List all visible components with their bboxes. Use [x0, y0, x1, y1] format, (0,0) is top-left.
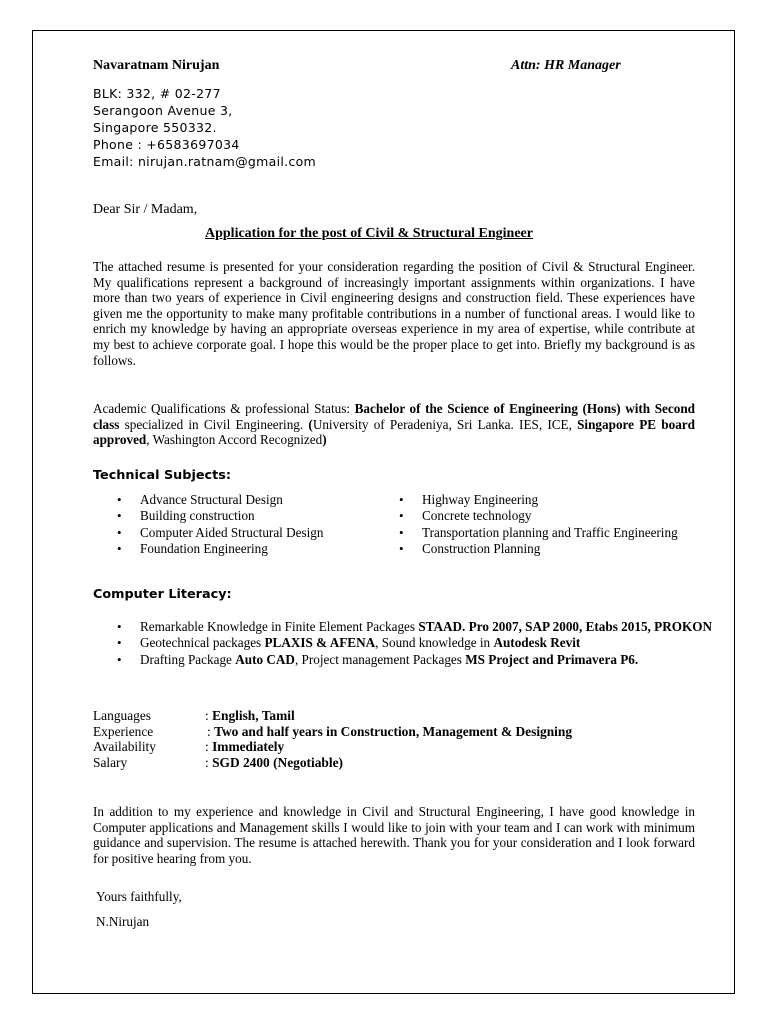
- list-item: [116, 619, 716, 635]
- info-value: [205, 708, 295, 724]
- list-item: • Highway Engineering: [398, 492, 718, 508]
- list-item: • Building construction: [116, 508, 386, 524]
- attention-line: Attn: HR Manager: [511, 58, 621, 73]
- info-key: Availability: [93, 739, 156, 755]
- info-key: Experience: [93, 723, 154, 739]
- revit: Autodesk Revit: [493, 635, 581, 651]
- info-sep: :: [205, 708, 213, 723]
- info-value: [205, 739, 284, 755]
- technical-subjects-left: [116, 492, 386, 557]
- subject-line: Application for the post of Civil & Structural Engineer: [205, 226, 533, 241]
- autocad: Auto CAD: [235, 651, 295, 667]
- academic-paragraph: [93, 401, 695, 448]
- academic-prefix: Academic Qualifications & professional Status:: [93, 401, 355, 416]
- fem-packages: STAAD. Pro 2007, SAP 2000, Etabs 2015, PROKON: [418, 619, 713, 634]
- list-item: • Foundation Engineering: [116, 541, 386, 557]
- list-item: • Computer Aided Structural Design: [116, 525, 386, 541]
- address-line: Serangoon Avenue 3,: [93, 103, 233, 118]
- list-item: • Transportation planning and Traffic Engineering: [398, 525, 718, 541]
- info-key: Languages: [93, 708, 152, 723]
- list-item: [116, 652, 716, 668]
- academic-paren-open: (: [308, 416, 313, 432]
- list-item: • Concrete technology: [398, 508, 718, 524]
- list-item: [116, 635, 716, 651]
- fem-text: Remarkable Knowledge in Finite Element Packages: [140, 619, 419, 634]
- academic-pe: Singapore PE board approved: [93, 416, 695, 448]
- info-key: Salary: [93, 755, 128, 771]
- technical-subjects-heading: Technical Subjects:: [93, 468, 231, 483]
- academic-university: University of Peradeniya, Sri Lanka. IES, ICE,: [312, 416, 578, 432]
- geo-packages: PLAXIS & AFENA: [264, 635, 376, 651]
- academic-paren-close: ): [322, 432, 327, 448]
- academic-accord: , Washington Accord Recognized: [146, 432, 323, 448]
- closing-paragraph: In addition to my experience and knowledge in Civil and Structural Engineering, I have good knowledge in Computer applications and Management skills I would like to join with your team and I can work with minimum guidance and supervision. The resume is attached herewith. Thank you for your consideration and I look forward for positive hearing from you.: [93, 804, 695, 866]
- pm-packages: MS Project and Primavera P6.: [465, 651, 639, 667]
- geo-text2: , Sound knowledge in: [375, 635, 494, 651]
- phone-line: Phone : +6583697034: [93, 137, 240, 152]
- info-sep: :: [207, 723, 215, 739]
- signature-name: N.Nirujan: [96, 914, 150, 929]
- info-value-text: SGD 2400 (Negotiable): [212, 755, 343, 771]
- email-line: Email: nirujan.ratnam@gmail.com: [93, 154, 316, 169]
- info-sep: :: [205, 755, 213, 771]
- salutation: Dear Sir / Madam,: [93, 202, 198, 217]
- pm-text: , Project management Packages: [294, 651, 466, 667]
- computer-literacy-list: [116, 619, 716, 668]
- draft-text: Drafting Package: [140, 651, 236, 667]
- sender-address: [93, 85, 316, 170]
- geo-text: Geotechnical packages: [140, 635, 265, 651]
- academic-degree: Bachelor of the Science of Engineering (Hons) with Second class: [93, 401, 695, 432]
- address-line: BLK: 332, # 02-277: [93, 86, 221, 101]
- info-value-text: Two and half years in Construction, Management & Designing: [214, 723, 573, 739]
- sender-name: Navaratnam Nirujan: [93, 58, 220, 73]
- info-value-text: English, Tamil: [212, 708, 295, 723]
- technical-subjects-right: [398, 492, 718, 557]
- computer-literacy-heading: Computer Literacy:: [93, 587, 232, 602]
- intro-paragraph: The attached resume is presented for your consideration regarding the position of Civil & Structural Engineer. My qualifications represent a background of increasingly important assignments within organizations. I have more than two years of experience in Civil engineering designs and construction field. These experiences have given me the opportunity to make many profitable contributions in a number of functional areas. I would like to enrich my knowledge by having an appropriate overseas experience in my area of expertise, while contribute at my best to achieve corporate goal. I hope this would be the proper place to get into. Briefly my background is as follows.: [93, 259, 695, 368]
- academic-spec: specialized in Civil Engineering.: [119, 416, 309, 432]
- info-value-text: Immediately: [212, 739, 285, 755]
- complimentary-close: Yours faithfully,: [96, 889, 182, 904]
- list-item: • Advance Structural Design: [116, 492, 386, 508]
- address-line: Singapore 550332.: [93, 120, 217, 135]
- info-value: [207, 724, 572, 740]
- list-item: • Construction Planning: [398, 541, 718, 557]
- info-value: [205, 755, 343, 771]
- info-sep: :: [205, 739, 213, 755]
